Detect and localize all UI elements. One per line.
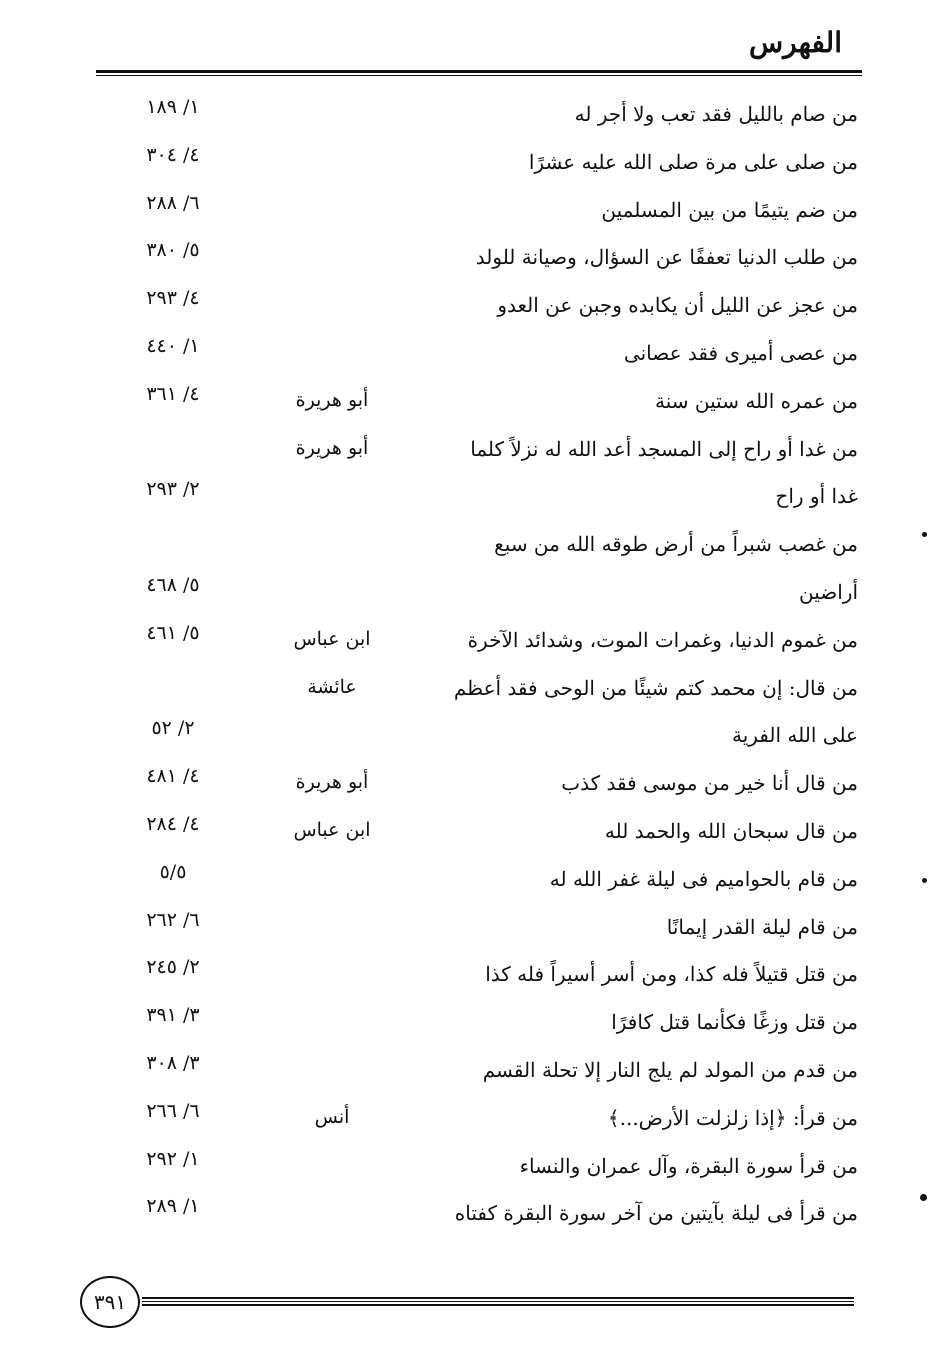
entry-text: من صلى على مرة صلى الله عليه عشرًا	[528, 149, 858, 174]
index-entry	[0, 379, 930, 427]
index-entry	[0, 905, 930, 953]
index-entry	[0, 713, 930, 761]
index-entries	[0, 92, 930, 1239]
index-entry	[0, 427, 930, 475]
entry-text: من قتل قتيلاً فله كذا، ومن أسر أسيراً فله كذا	[485, 962, 858, 987]
index-entry	[0, 952, 930, 1000]
entry-text: من ضم يتيمًا من بين المسلمين	[601, 197, 858, 222]
entry-text: من صام بالليل فقد تعب ولا أجر له	[574, 102, 858, 126]
entry-reference: ١/ ٢٨٩	[146, 1195, 200, 1218]
index-entry	[0, 1048, 930, 1096]
index-entry	[0, 809, 930, 857]
index-entry	[0, 618, 930, 666]
entry-reference: ٤/ ٢٩٣	[146, 287, 200, 310]
margin-mark	[922, 878, 927, 883]
margin-mark	[922, 532, 927, 537]
entry-text: من قتل وزغًا فكأنما قتل كافرًا	[611, 1010, 858, 1035]
entry-reference: ٦/ ٢٦٦	[146, 1099, 200, 1122]
entry-text: من قرأ سورة البقرة، وآل عمران والنساء	[519, 1153, 858, 1178]
index-entry	[0, 857, 930, 905]
entry-text: من غدا أو راح إلى المسجد أعد الله له نزلاً كلما	[470, 436, 858, 461]
index-entry	[0, 474, 930, 522]
header-rule-thin	[96, 75, 862, 76]
entry-reference: ٥/ ٣٨٠	[146, 239, 200, 262]
index-entry	[0, 235, 930, 283]
index-entry	[0, 761, 930, 809]
index-entry	[0, 1096, 930, 1144]
entry-text: من طلب الدنيا تعففًا عن السؤال، وصيانة للولد	[475, 245, 858, 270]
entry-text: من قرأ: ﴿إذا زلزلت الأرض...﴾	[607, 1105, 858, 1130]
index-entry	[0, 283, 930, 331]
entry-reference: ١/ ٤٤٠	[146, 334, 200, 357]
entry-text: غدا أو راح	[775, 484, 858, 509]
index-entry	[0, 140, 930, 188]
entry-reference: ٣/ ٣٠٨	[146, 1051, 200, 1074]
entry-reference: ٤/ ٣٠٤	[146, 143, 200, 166]
entry-text: من قرأ فى ليلة بآيتين من آخر سورة البقرة كفتاه	[454, 1201, 858, 1226]
footer-rule-top	[142, 1297, 854, 1299]
entry-text: من قام بالحواميم فى ليلة غفر الله له	[549, 866, 858, 891]
entry-narrator: أبو هريرة	[295, 436, 369, 459]
entry-reference: ١/ ١٨٩	[146, 96, 200, 118]
entry-text: من قدم من المولد لم يلج النار إلا تحلة القسم	[482, 1057, 858, 1082]
index-entry	[0, 1144, 930, 1192]
index-entry	[0, 522, 930, 570]
entry-text: من قال: إن محمد كتم شيئًا من الوحى فقد أعظم	[453, 675, 858, 700]
entry-text: من غموم الدنيا، وغمرات الموت، وشدائد الآخرة	[467, 627, 858, 652]
entry-narrator: أبو هريرة	[295, 771, 369, 794]
entry-reference: ٤/ ٤٨١	[146, 765, 200, 788]
entry-text: من عصى أميرى فقد عصانى	[623, 340, 858, 365]
entry-text: على الله الفرية	[731, 723, 858, 748]
entry-reference: ٦/ ٢٨٨	[146, 191, 200, 214]
entry-reference: ٤/ ٢٨٤	[146, 812, 200, 835]
entry-text: من عمره الله ستين سنة	[655, 388, 858, 413]
footer-rule-middle	[142, 1301, 854, 1302]
entry-text: من قال أنا خير من موسى فقد كذب	[561, 771, 858, 796]
entry-text: من قال سبحان الله والحمد لله	[604, 818, 858, 843]
entry-narrator: عائشة	[307, 675, 357, 698]
entry-reference: ٥/ ٤٦٨	[146, 573, 200, 596]
entry-reference: ٥/ ٤٦١	[146, 621, 200, 644]
index-entry	[0, 1191, 930, 1239]
header-rule-thick	[96, 70, 862, 73]
entry-reference: ٤/ ٣٦١	[146, 382, 200, 405]
footer-rule-bottom	[142, 1304, 854, 1306]
entry-narrator: أنس	[314, 1105, 350, 1128]
page-title: الفهرس	[748, 26, 842, 59]
entry-reference: ٢/ ٢٤٥	[146, 956, 200, 979]
entry-narrator: أبو هريرة	[295, 388, 369, 411]
entry-reference: ٢/ ٥٢	[151, 717, 195, 740]
index-entry	[0, 1000, 930, 1048]
entry-text: من قام ليلة القدر إيمانًا	[666, 914, 858, 939]
margin-mark	[920, 1194, 927, 1201]
index-entry	[0, 666, 930, 714]
entry-reference: ٥/٥	[159, 860, 187, 883]
entry-text: من غصب شبراً من أرض طوقه الله من سبع	[494, 532, 858, 557]
index-entry	[0, 331, 930, 379]
entry-reference: ٢/ ٢٩٣	[146, 478, 200, 501]
entry-narrator: ابن عباس	[293, 818, 371, 841]
entry-reference: ٣/ ٣٩١	[146, 1004, 200, 1027]
entry-narrator: ابن عباس	[293, 627, 371, 650]
entry-reference: ٦/ ٢٦٢	[146, 908, 200, 931]
entry-text: أراضين	[798, 579, 858, 604]
page-number: ٣٩١	[80, 1276, 140, 1328]
entry-reference: ١/ ٢٩٢	[146, 1147, 200, 1170]
index-entry	[0, 188, 930, 236]
entry-text: من عجز عن الليل أن يكابده وجبن عن العدو	[497, 293, 858, 318]
index-entry	[0, 92, 930, 140]
index-entry	[0, 570, 930, 618]
